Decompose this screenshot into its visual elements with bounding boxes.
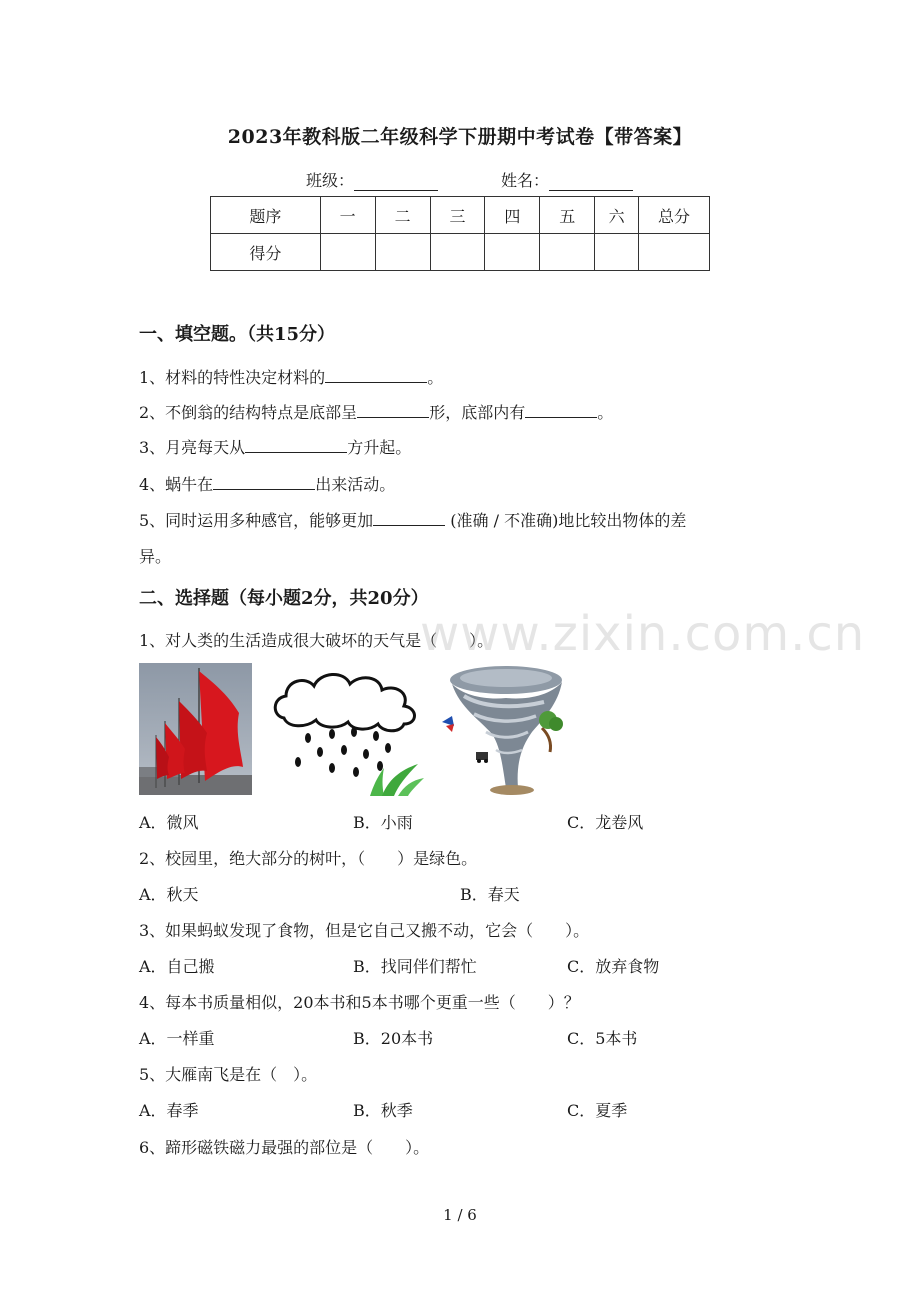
q1-option-c[interactable]: C．龙卷风 [567,813,644,832]
fill-question-4 [139,472,395,495]
choice-question-2: 2、校园里，绝大部分的树叶，（ ）是绿色。 [139,849,478,868]
header-cell: 六 [595,197,639,234]
name-field [501,168,633,191]
q2-mid: 形，底部内有 [429,403,526,422]
score-cell[interactable] [320,234,375,271]
q1-text: 1、材料的特性决定材料的 [139,368,326,387]
q1-blank[interactable] [325,366,427,383]
header-cell: 总分 [639,197,710,234]
choice-question-3: 3、如果蚂蚁发现了食物，但是它自己又搬不动，它会（ ）。 [139,921,590,940]
fill-question-5-cont: 异。 [139,547,172,566]
q4-end: 出来活动。 [315,475,396,494]
q5-option-c[interactable]: C．夏季 [567,1101,628,1120]
choice-question-4: 4、每本书质量相似，20本书和5本书哪个更重一些（ ）？ [139,993,580,1012]
header-cell: 四 [485,197,540,234]
q3-option-b[interactable]: B．找同伴们帮忙 [353,957,477,976]
red-flags-image [139,663,252,795]
score-table-header-row [211,197,710,234]
score-cell[interactable] [595,234,639,271]
score-table [210,196,710,271]
rain-cloud-image [270,668,426,796]
score-table-score-row [211,234,710,271]
q3-option-a[interactable]: A．自己搬 [139,957,215,976]
page-number: 1 / 6 [443,1206,477,1224]
q4-option-b[interactable]: B．20本书 [353,1029,434,1048]
row-label-cell: 得分 [211,234,321,271]
q2-end: 。 [597,403,614,422]
score-cell[interactable] [485,234,540,271]
q5-option-a[interactable]: A．春季 [139,1101,199,1120]
header-cell: 五 [540,197,595,234]
choice-question-5: 5、大雁南飞是在（ ）。 [139,1065,318,1084]
q2-option-b[interactable]: B．春天 [460,885,520,904]
fill-question-3 [139,435,411,458]
score-cell[interactable] [430,234,485,271]
q4-option-c[interactable]: C．5本书 [567,1029,638,1048]
name-label: 姓名： [501,171,550,190]
q4-text: 4、蜗牛在 [139,475,214,494]
q2-text: 2、不倒翁的结构特点是底部呈 [139,403,358,422]
header-cell: 一 [320,197,375,234]
q1-option-b[interactable]: B．小雨 [353,813,413,832]
class-field [306,168,438,191]
q2-blank-2[interactable] [525,401,597,418]
header-cell: 二 [375,197,430,234]
class-label: 班级： [306,171,355,190]
name-blank[interactable] [549,172,633,191]
section2-heading: 二、选择题（每小题2分，共20分） [139,588,429,609]
q4-option-a[interactable]: A．一样重 [139,1029,215,1048]
choice-question-6: 6、蹄形磁铁磁力最强的部位是（ ）。 [139,1138,430,1157]
q5-end: (准确 / 不准确)地比较出物体的差 [445,511,687,530]
q3-option-c[interactable]: C．放弃食物 [567,957,660,976]
page-title: 2023年教科版二年级科学下册期中考试卷【带答案】 [227,126,693,148]
q3-text: 3、月亮每天从 [139,438,246,457]
q1-end: 。 [427,368,444,387]
q4-blank[interactable] [213,473,315,490]
fill-question-2 [139,400,613,423]
tornado-image [440,662,572,798]
q3-blank[interactable] [245,436,347,453]
q2-option-a[interactable]: A．秋天 [139,885,199,904]
header-cell: 三 [430,197,485,234]
q1-option-a[interactable]: A．微风 [139,813,199,832]
fill-question-5 [139,508,686,531]
q3-end: 方升起。 [347,438,412,457]
section1-heading: 一、填空题。（共15分） [139,324,336,345]
choice-question-1: 1、对人类的生活造成很大破坏的天气是（ ）。 [139,631,494,650]
fill-question-1 [139,365,443,388]
class-blank[interactable] [354,172,438,191]
q5-option-b[interactable]: B．秋季 [353,1101,413,1120]
score-cell[interactable] [540,234,595,271]
q5-blank[interactable] [373,509,445,526]
score-cell[interactable] [639,234,710,271]
score-cell[interactable] [375,234,430,271]
q2-blank-1[interactable] [357,401,429,418]
watermark: www.zixin.com.cn [420,606,866,662]
header-cell: 题序 [211,197,321,234]
q5-text: 5、同时运用多种感官，能够更加 [139,511,374,530]
